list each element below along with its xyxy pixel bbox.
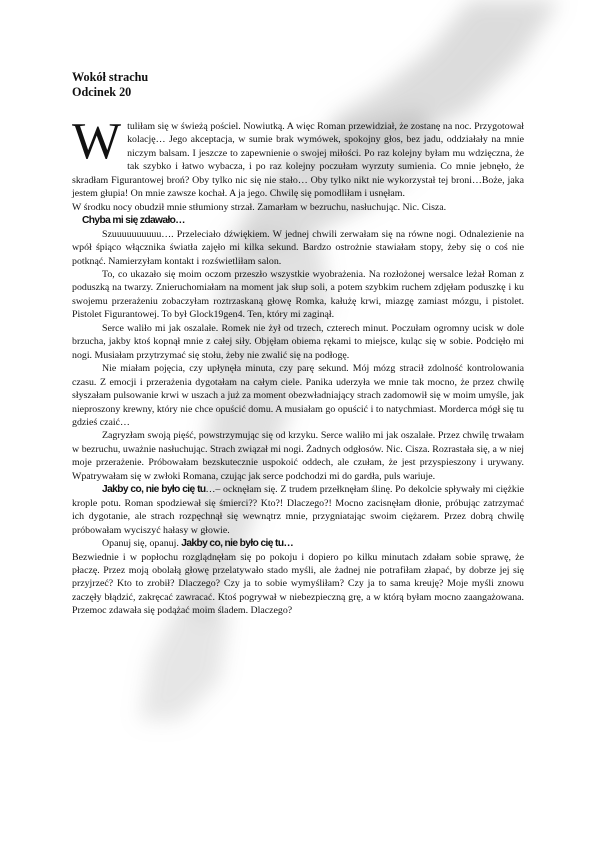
paragraph-text: tuliłam się w świeżą pościel. Nowiutką. A więc Roman przewidział, że zostanę na noc. Przygotował kolację… Jego akceptacja, w sumie brak wymówek, spokojny głos, bez jadu, oddziałały na mnie niczym balsam. I jeszcze to zapewnienie o swojej miłości. Po raz kolejny byłam mu wdzięczna, że tak szybko i łatwo wybacza, i po raz kolejny poczułam wyrzuty sumienia. Co mnie jebnęło, że skradłam Figurantowej broń? Oby tylko nic się nie stało… Oby tylko nikt nie wykorzystał tej broni…Boże, jaka jestem głupia! On mnie zawsze kochał. A ja jego. Chwilę się pomodliłam i usnęłam.	[72, 121, 524, 200]
paragraph-text: …– ocknęłam się. Z trudem przełknęłam ślinę. Po dekolcie spływały mi ciężkie krople potu. Roman spodziewał się śmierci?? Kto?! Dlaczego?! Mocno zacisnęłam dłonie, próbując zatrzymać ich dygotanie, ale strach rozpęchnął się wewnątrz mnie, przygniatając swoim ciężarem. Przez dobrą chwilę próbowałam wyciszyć hałasy w głowie.	[72, 484, 524, 536]
paragraph: Serce waliło mi jak oszalałe. Romek nie żył od trzech, czterech minut. Poczułam ogromny ucisk w dole brzucha, jakby ktoś kopnął mnie z całej siły. Objęłam obiema rękami to miejsce, kuląc się w sobie. Podcięło mi nogi. Musiałam przytrzymać się stołu, żeby nie zwalić się na podłogę.	[72, 322, 524, 361]
paragraph	[72, 537, 524, 550]
story-body	[72, 113, 524, 618]
paragraph: W środku nocy obudził mnie stłumiony strzał. Zamarłam w bezruchu, nasłuchując. Nic. Cisza.	[72, 201, 447, 213]
paragraph: Bezwiednie i w popłochu rozglądnęłam się po pokoju i dopiero po kilku minutach zdałam sobie sprawę, że płaczę. Przez moją obolałą głowę przelatywało stado myśli, ale żadnej nie potrafiłam złapać, by dobrze jej się przyjrzeć? Kto to zrobił? Dlaczego? Czy ja to sobie wymyśliłam? Czy ja to sama kreuję? Moje myśli znowu zaczęły błądzić, zakręcać zawracać. Ktoś pogrywał w niebezpieczną grę, a w którą byłam mocno zaangażowana. Przemoc zdawała się podążać moim śladem. Dlaczego?	[72, 551, 524, 617]
paragraph	[72, 113, 524, 201]
episode-title: Odcinek 20	[72, 85, 132, 99]
paragraph: Zagryzłam swoją pięść, powstrzymując się od krzyku. Serce waliło mi jak oszalałe. Przez chwilę trwałam w bezruchu, uważnie nasłuchując. Strach związał mi nogi. Żadnych odgłosów. Nic. Cisza. Rozrastała się, a w niej moje przerażenie. Próbowałam bezskutecznie uspokoić oddech, ale czułam, że jest przyspieszony i urywany. Wpatrywałam się w zwłoki Romana, czując jak serce podchodzi mi do gardła, puls wariuje.	[72, 430, 524, 482]
paragraph: To, co ukazało się moim oczom przeszło wszystkie wyobrażenia. Na rozłożonej wersalce leżał Roman z poduszką na twarzy. Znieruchomiałam na moment jak słup soli, a potem szybkim ruchem zdjęłam poduszkę i ku swojemu przerażeniu zobaczyłam roztrzaskaną głowę Romka, kałużę krwi, miazgę zamiast mózgu, i pistolet. Pistolet Figurantowej. To był Glock19gen4. Ten, który mi zaginął.	[72, 268, 524, 321]
drop-cap: W	[72, 113, 122, 170]
callout-text: Chyba mi się zdawało…	[82, 215, 185, 227]
callout-line	[72, 214, 524, 227]
callout-text: Jakby co, nie było cię tu	[102, 484, 206, 496]
article	[72, 70, 524, 618]
callout-text: Jakby co, nie było cię tu…	[181, 538, 294, 550]
paragraph: Szuuuuuuuuuu…. Przeleciało dźwiękiem. W jednej chwili zerwałam się na równe nogi. Odnalezienie na wpół śpiąco włącznika światła zajęło mi kilka sekund. Bardzo ostrożnie stawiałam stopy, żeby się o coś nie potknąć. Namierzyłam kontakt i rozświetliłam salon.	[72, 228, 524, 267]
article-title: Wokół strachu	[72, 70, 149, 84]
paragraph-text: Opanuj się, opanuj.	[102, 538, 179, 550]
paragraph: Nie miałam pojęcia, czy upłynęła minuta, czy parę sekund. Mój mózg stracił zdolność kontrolowania czasu. Z emocji i przerażenia dygotałam na całym ciele. Panika uderzyła we mnie tak mocno, że przez chwilę słyszałam pulsowanie krwi w uszach a już za moment obezwładniający strach zadomowił się w moim umyśle, jak nieproszony krewny, który nie chce opuścić domu. A musiałam go opuścić i to natychmiast. Morderca mógł się tu gdzieś czaić…	[72, 363, 524, 428]
paragraph	[72, 483, 524, 537]
